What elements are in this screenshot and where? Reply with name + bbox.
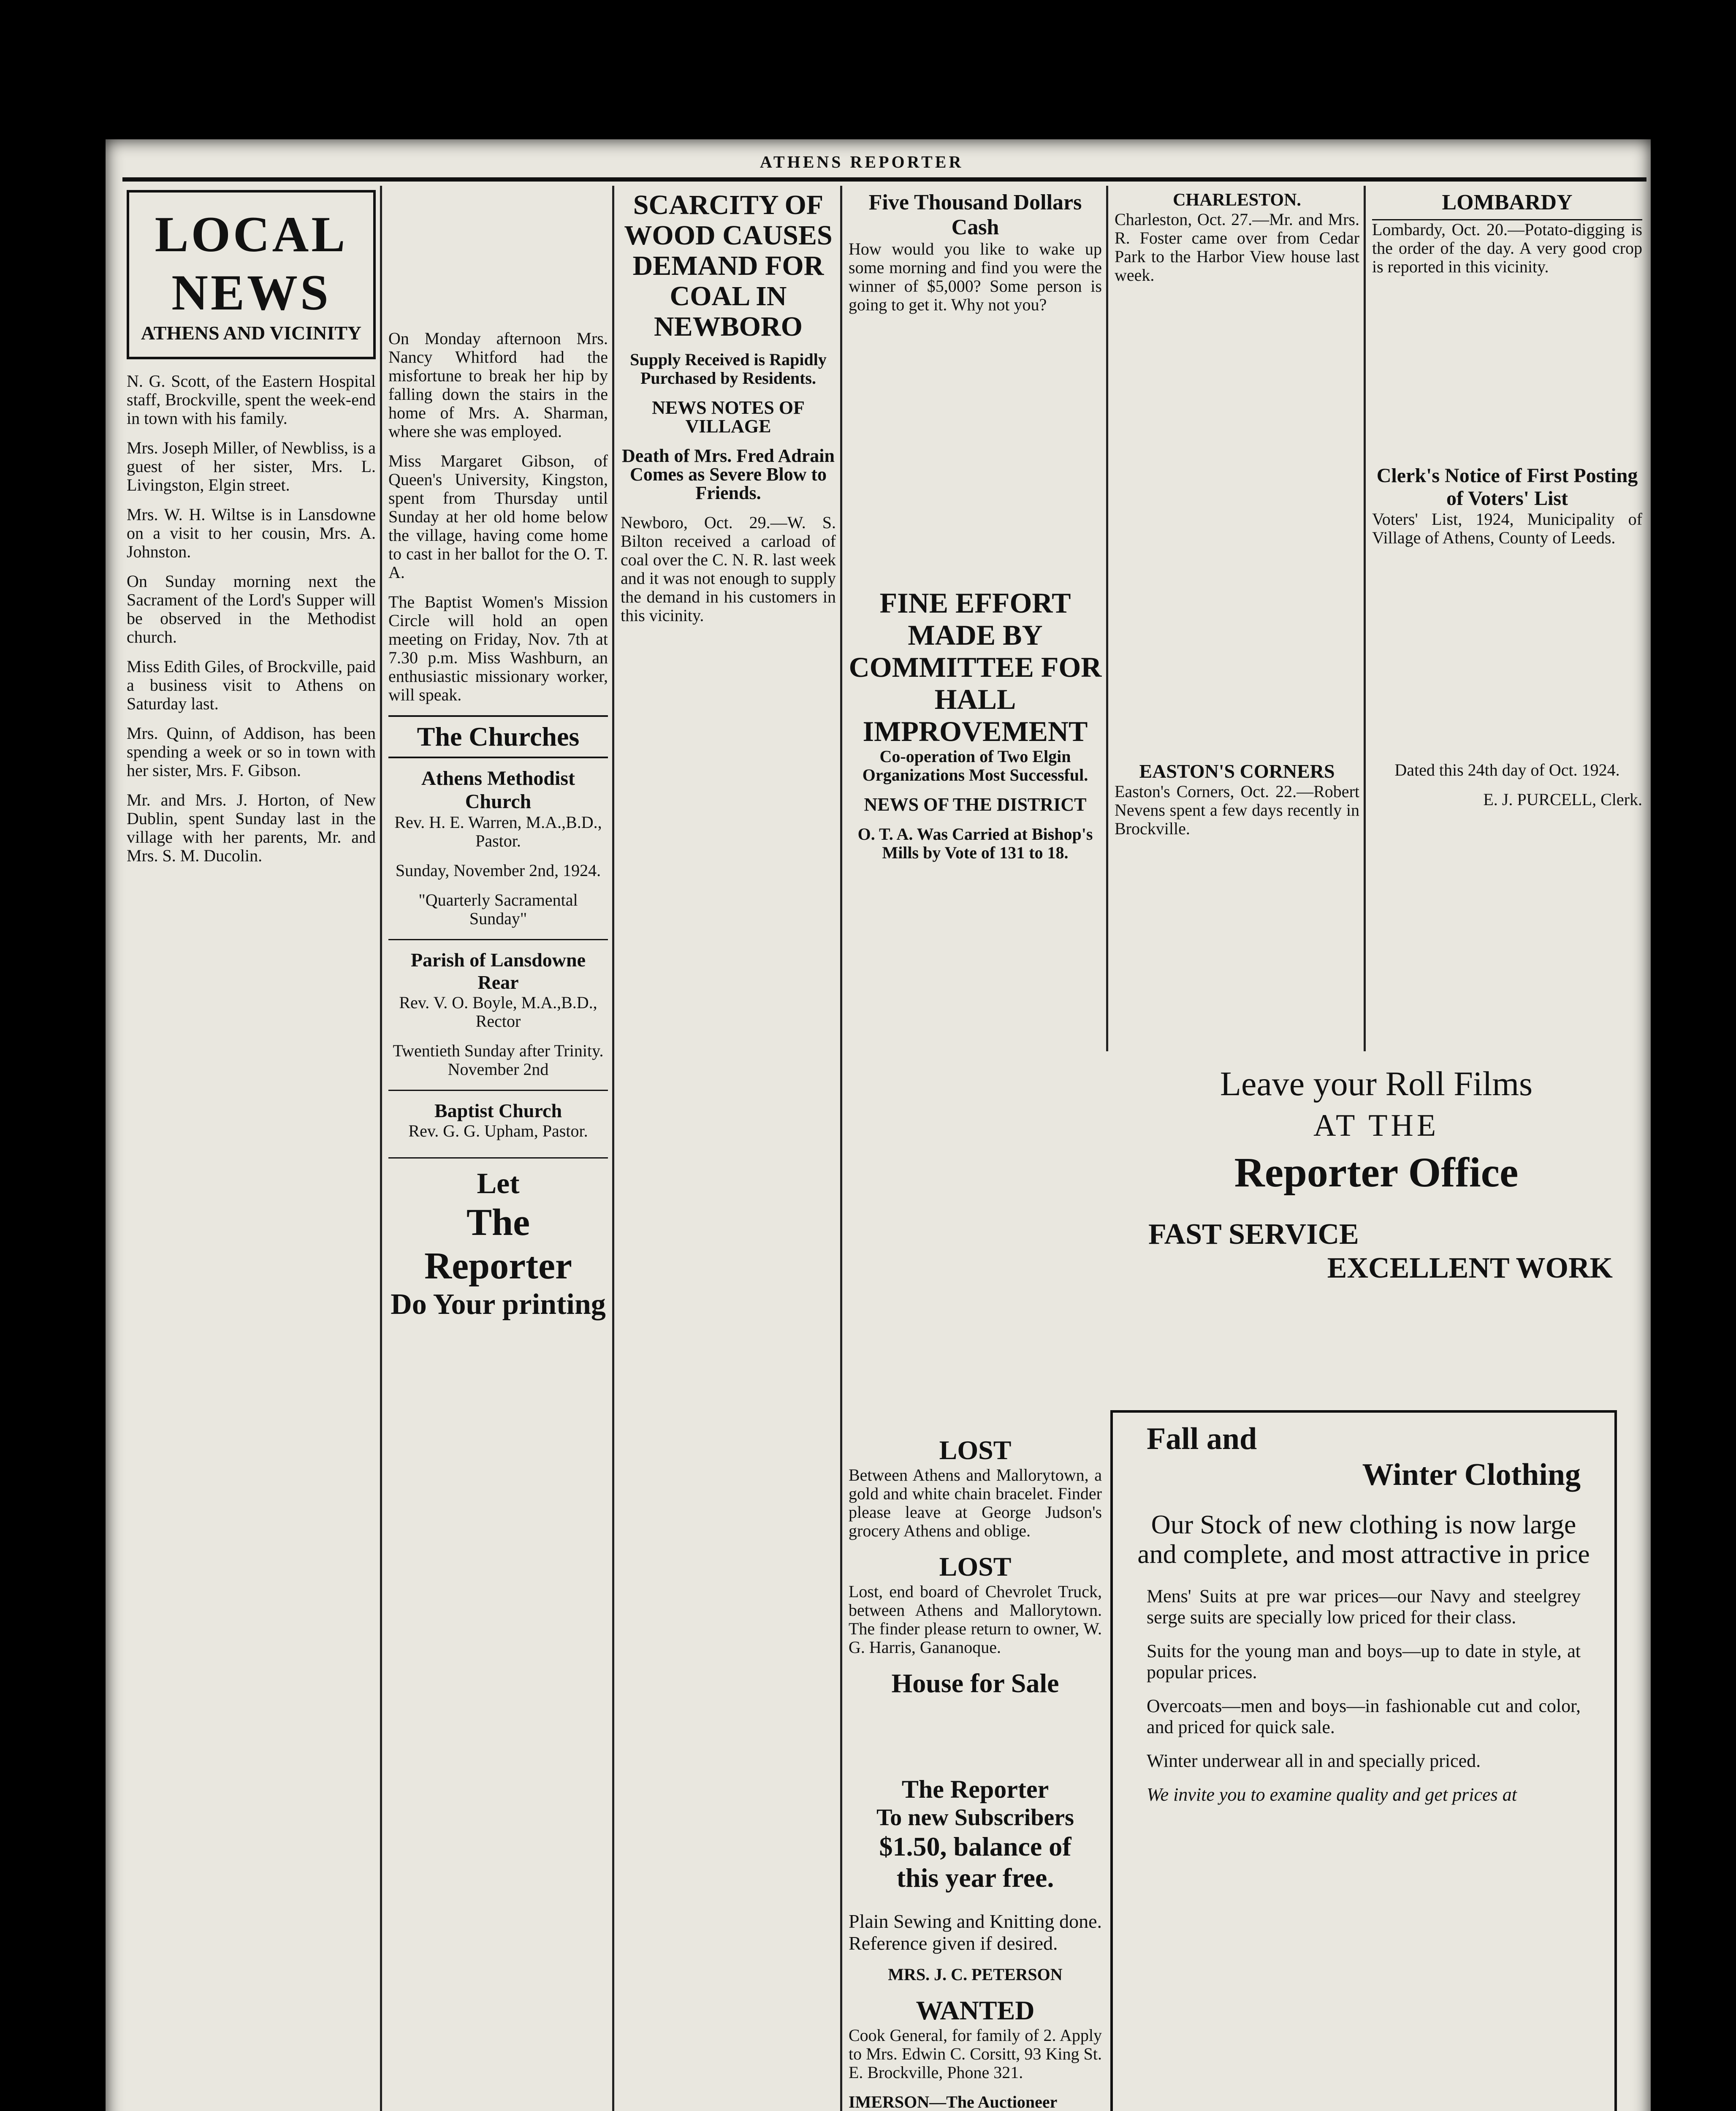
news-item: Mrs. Quinn, of Addison, has been spending a week or so in town with her sister, Mrs. F. Gibson. xyxy=(127,724,376,780)
news-item: Mrs. Joseph Miller, of Newbliss, is a guest of her sister, Mrs. L. Livingston, Elgin street. xyxy=(127,438,376,494)
local-news-subtitle: ATHENS AND VICINITY xyxy=(141,322,362,344)
subs-title: The Reporter xyxy=(901,1775,1049,1803)
methodist-title: Athens Methodist Church xyxy=(421,767,575,813)
house-title: House for Sale xyxy=(891,1668,1059,1698)
subs-line3: this year free. xyxy=(896,1863,1054,1893)
roll-ad-line5: EXCELLENT WORK xyxy=(1327,1252,1613,1284)
churches-heading: The Churches xyxy=(388,715,608,758)
news-item: On Sunday morning next the Sacrament of the Lord's Supper will be observed in the Methodist church. xyxy=(127,572,376,646)
arnold-intro: Our Stock of new clothing is now large and complete, and most attractive in price xyxy=(1137,1509,1590,1569)
hall-headline: FINE EFFORT MADE BY COMMITTEE FOR HALL IMPROVEMENT xyxy=(849,587,1102,747)
district-column xyxy=(849,190,1102,2111)
column-divider xyxy=(1364,186,1366,1051)
ota-headline: O. T. A. Was Carried at Bishop's Mills by Vote of 131 to 18. xyxy=(857,825,1093,862)
churches-column xyxy=(388,329,608,1321)
column-divider xyxy=(380,186,382,2111)
arnold-clothing-ad xyxy=(1110,1410,1617,2111)
top-rule xyxy=(122,177,1646,182)
news-item: Mrs. W. H. Wiltse is in Lansdowne on a visit to her cousin, Mrs. A. Johnston. xyxy=(127,505,376,561)
subs-line1: To new Subscribers xyxy=(876,1804,1074,1831)
methodist-date: Sunday, November 2nd, 1924. xyxy=(395,861,601,880)
lost2-title: LOST xyxy=(939,1552,1012,1582)
let-ad-line1: Let xyxy=(477,1167,520,1200)
sewing-name: MRS. J. C. PETERSON xyxy=(888,1965,1063,1984)
lombardy-body: Lombardy, Oct. 20.—Potato-digging is the order of the day. A very good crop is reported in this vicinity. xyxy=(1372,220,1642,276)
arnold-p3: Overcoats—men and boys—in fashionable cut and color, and priced for quick sale. xyxy=(1147,1696,1581,1737)
parish-rector: Rev. V. O. Boyle, M.A.,B.D., Rector xyxy=(399,993,597,1031)
arnold-invite: We invite you to examine quality and get prices at xyxy=(1147,1784,1517,1805)
let-ad-line3: Do Your printing xyxy=(391,1288,606,1321)
parish-date: Twentieth Sunday after Trinity. November 2nd xyxy=(393,1041,604,1079)
auction-title: IMERSON—The Auctioneer xyxy=(849,2092,1058,2111)
arnold-p4: Winter underwear all in and specially priced. xyxy=(1147,1750,1481,1771)
sewing-text: Plain Sewing and Knitting done. Reference given if desired. xyxy=(849,1910,1102,1954)
charleston-body: Charleston, Oct. 27.—Mr. and Mrs. R. Foster came over from Cedar Park to the Harbor View house last week. xyxy=(1115,210,1359,285)
eastons-heading: EASTON'S CORNERS xyxy=(1139,760,1335,782)
let-ad-line2: The Reporter xyxy=(424,1202,572,1287)
clerk-sign: E. J. PURCELL, Clerk. xyxy=(1483,790,1642,809)
newboro-section: NEWS NOTES OF VILLAGE xyxy=(652,397,805,437)
arnold-title2: Winter Clothing xyxy=(1362,1457,1581,1492)
arnold-p2: Suits for the young man and boys—up to date in style, at popular prices. xyxy=(1147,1641,1581,1682)
arnold-p1: Mens' Suits at pre war prices—our Navy and steelgrey serge suits are specially low priced for their class. xyxy=(1147,1586,1581,1628)
newboro-headline: SCARCITY OF WOOD CAUSES DEMAND FOR COAL IN NEWBORO xyxy=(624,190,833,342)
newboro-body: Newboro, Oct. 29.—W. S. Bilton received a carload of coal over the C. N. R. last week and it was not enough to supply the demand in his customers in this vicinity. xyxy=(621,513,836,625)
eastons-body: Easton's Corners, Oct. 22.—Robert Nevens spent a few days recently in Brockville. xyxy=(1115,782,1359,838)
wanted-title: WANTED xyxy=(916,1995,1035,2025)
news-item: The Baptist Women's Mission Circle will hold an open meeting on Friday, Nov. 7th at 7.30 p.m. Miss Washburn, an enthusiastic missionary worker, will speak. xyxy=(388,592,608,704)
newboro-column xyxy=(621,190,836,636)
roll-ad-line2: AT THE xyxy=(1313,1108,1440,1143)
charleston-heading: CHARLESTON. xyxy=(1173,190,1301,210)
cash-headline: Five Thousand Dollars Cash xyxy=(868,190,1082,239)
roll-ad-line3: Reporter Office xyxy=(1234,1149,1519,1196)
lost1-text: Between Athens and Mallorytown, a gold and white chain bracelet. Finder please leave at George Judson's grocery Athens and oblige. xyxy=(849,1465,1102,1540)
hall-subhead: Co-operation of Two Elgin Organizations Most Successful. xyxy=(862,747,1088,784)
news-item: Miss Margaret Gibson, of Queen's University, Kingston, spent from Thursday until Sunday at her old home below the village, having come home to cast in her ballot for the O. T. A. xyxy=(388,451,608,582)
lombardy-column xyxy=(1372,190,1642,820)
clerk-title: Clerk's Notice of First Posting of Voters' List xyxy=(1376,464,1638,510)
baptist-pastor: Rev. G. G. Upham, Pastor. xyxy=(408,1121,588,1140)
local-news-title: LOCAL NEWS xyxy=(155,206,348,320)
clerk-date: Dated this 24th day of Oct. 1924. xyxy=(1394,760,1620,779)
lombardy-heading: LOMBARDY xyxy=(1372,190,1642,220)
cash-body: How would you like to wake up some morning and find you were the winner of $5,000? Some person is going to get it. Why not you? xyxy=(849,239,1102,314)
newboro-subhead: Supply Received is Rapidly Purchased by Residents. xyxy=(630,350,827,388)
parish-title: Parish of Lansdowne Rear xyxy=(410,949,586,993)
arnold-title1: Fall and xyxy=(1147,1422,1257,1456)
baptist-title: Baptist Church xyxy=(434,1100,562,1121)
methodist-pastor: Rev. H. E. Warren, M.A.,B.D., Pastor. xyxy=(394,813,602,850)
subs-line2: $1.50, balance of xyxy=(879,1832,1071,1861)
news-item: Miss Edith Giles, of Brockville, paid a business visit to Athens on Saturday last. xyxy=(127,657,376,713)
local-news-column xyxy=(127,190,376,876)
masthead: ATHENS REPORTER xyxy=(760,152,964,171)
newboro-death-head: Death of Mrs. Fred Adrain Comes as Severe Blow to Friends. xyxy=(622,445,835,503)
roll-ad-line1: Leave your Roll Films xyxy=(1220,1064,1533,1103)
district-heading: NEWS OF THE DISTRICT xyxy=(864,794,1087,815)
lost1-title: LOST xyxy=(939,1435,1012,1465)
column-divider xyxy=(612,186,614,2111)
news-item: N. G. Scott, of the Eastern Hospital staff, Brockville, spent the week-end in town with his family. xyxy=(127,372,376,428)
charleston-column xyxy=(1115,190,1359,849)
column-divider xyxy=(1106,186,1108,1051)
column-divider xyxy=(840,186,842,2111)
wanted-text: Cook General, for family of 2. Apply to Mrs. Edwin C. Corsitt, 93 King St. E. Brockville, Phone 321. xyxy=(849,2026,1102,2082)
methodist-note: "Quarterly Sacramental Sunday" xyxy=(418,890,578,928)
clerk-body: Voters' List, 1924, Municipality of Village of Athens, County of Leeds. xyxy=(1372,510,1642,547)
local-news-header xyxy=(127,190,376,359)
roll-films-ad xyxy=(1115,1064,1638,1285)
roll-ad-line4: FAST SERVICE xyxy=(1148,1218,1359,1251)
news-item: On Monday afternoon Mrs. Nancy Whitford had the misfortune to break her hip by falling down the stairs in the home of Mrs. A. Sharman, where she was employed. xyxy=(388,329,608,441)
lost2-text: Lost, end board of Chevrolet Truck, between Athens and Mallorytown. The finder please return to owner, W. G. Harris, Gananoque. xyxy=(849,1582,1102,1657)
news-item: Mr. and Mrs. J. Horton, of New Dublin, spent Sunday last in the village with her parents, Mr. and Mrs. S. M. Ducolin. xyxy=(127,790,376,865)
